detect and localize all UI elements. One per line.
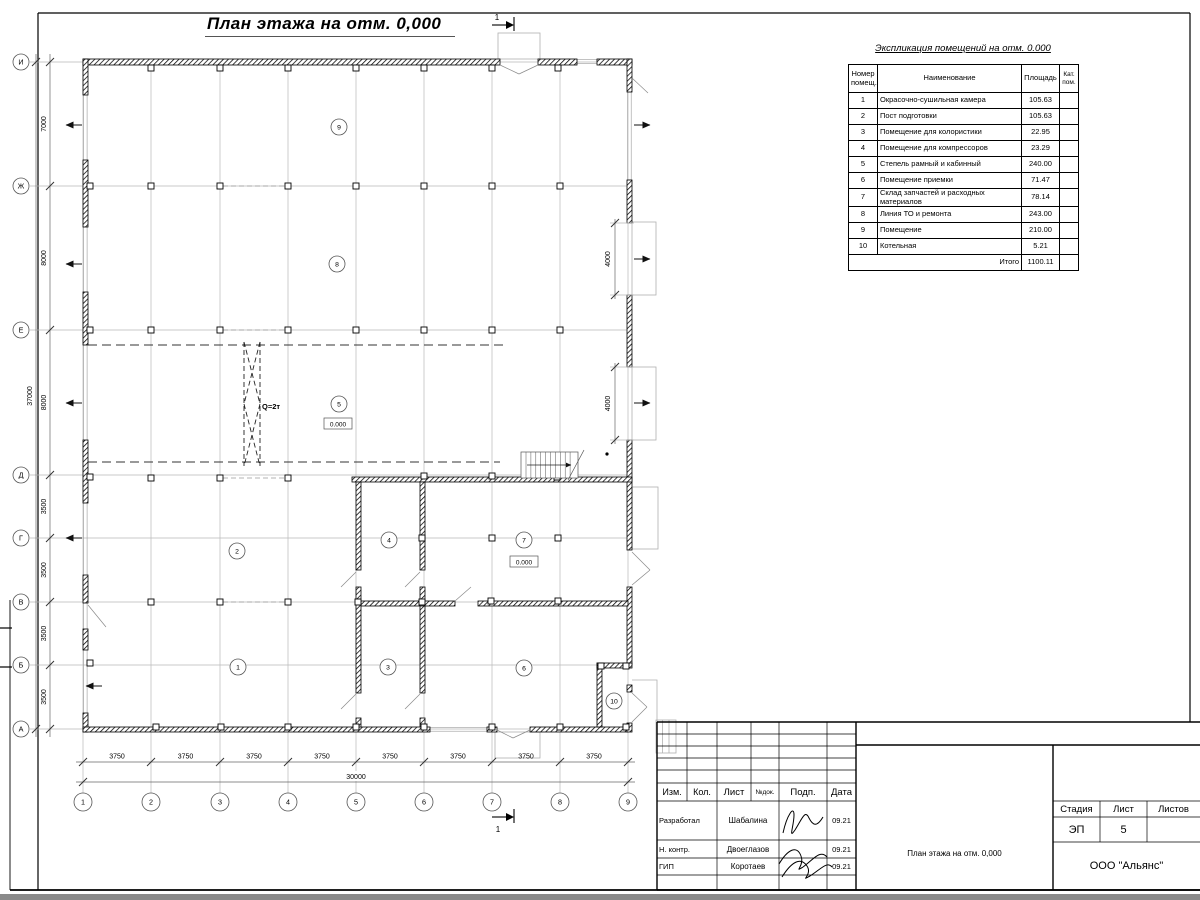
h-dim-label: 3750 [109,753,125,761]
sheets-label: Листов [1158,803,1189,815]
schedule-cell-cat [1060,109,1079,125]
col-axis-bubble-label: 1 [81,797,85,807]
schedule-cell-num: 5 [849,157,878,173]
h-dim-label: 3750 [246,753,262,761]
column-marker [87,327,93,333]
schedule-cell-area: 78.14 [1022,189,1060,207]
column-marker [353,183,359,189]
schedule-header-name: Наименование [878,65,1022,93]
section-mark-bottom [492,809,514,834]
room-number: 9 [337,124,341,132]
schedule-cell-name: Линия ТО и ремонта [878,207,1022,223]
schedule-cell-name: Котельная [878,239,1022,255]
col-axis-bubble-label: 7 [490,797,494,807]
schedule-cell-name: Помещение для колористики [878,125,1022,141]
row-axis-bubble-label: Г [19,533,23,543]
titleblock-date: 09.21 [832,844,851,854]
titleblock-col-header: Изм. [662,787,682,797]
window-band-top [577,60,597,64]
v-dim-label: 8000 [41,394,48,411]
column-marker [285,65,291,71]
column-marker [148,327,154,333]
column-marker [87,660,93,666]
schedule-cell-area: 243.00 [1022,207,1060,223]
signatures [779,811,832,878]
col-axis-bubble-label: 3 [218,797,222,807]
column-marker [285,327,291,333]
h-dim-label: 3750 [518,753,534,761]
h-dim-label: 3750 [314,753,330,761]
column-marker [355,599,361,605]
column-marker [555,535,561,541]
column-marker [217,183,223,189]
schedule-cell-cat [1060,239,1079,255]
schedule-cell-name: Помещение для компрессоров [878,141,1022,157]
window-band-bottom [430,728,487,732]
section-mark-top [492,13,514,31]
h-total-dim: 30000 [346,774,366,781]
column-marker [489,65,495,71]
v-dim-label: 3500 [41,625,48,642]
v-dim-label: 3500 [41,562,48,578]
stairs [521,450,584,480]
vestibule-top [498,33,540,59]
column-marker [217,475,223,481]
schedule-cell-num: 9 [849,223,878,239]
column-marker [419,535,425,541]
column-marker [557,724,563,730]
exterior-features [84,33,677,758]
stage-label: Стадия [1060,803,1093,815]
schedule-cell-area: 22.95 [1022,125,1060,141]
schedule-row [849,125,1079,141]
schedule-row [849,207,1079,223]
schedule-row [849,141,1079,157]
v-dim-label: 8000 [41,250,48,266]
column-marker [421,473,427,479]
exterior-steps [656,720,676,753]
room-number: 10 [610,698,618,706]
col-axis-bubble-label: 9 [626,797,630,807]
titleblock-col-header: Лист [723,786,745,798]
column-marker [148,475,154,481]
schedule-cell-cat [1060,93,1079,109]
row-axis-bubble-label: Б [18,660,24,670]
v-dim-label: 3500 [41,689,48,705]
column-marker [285,724,291,730]
titleblock-col-header: Кол. [693,787,711,797]
schedule-cell-num: 3 [849,125,878,141]
schedule-cell-area: 23.29 [1022,141,1060,157]
schedule-cell-name: Помещение [878,223,1022,239]
row-axis-bubble-label: И [18,57,24,67]
column-marker [217,599,223,605]
sheet-cut-edge [0,894,1200,900]
room-number: 5 [337,401,341,409]
schedule-cell-num: 7 [849,189,878,207]
section-number: 1 [495,825,501,834]
column-marker [488,598,494,604]
schedule-header-area: Площадь [1022,65,1060,93]
column-marker [148,599,154,605]
room-schedule-table [848,64,1079,271]
col-axis-bubble-label: 5 [354,797,358,807]
column-marker [285,475,291,481]
schedule-cell-num: 10 [849,239,878,255]
schedule-cell-area: 240.00 [1022,157,1060,173]
column-marker [353,65,359,71]
schedule-row [849,109,1079,125]
schedule-row [849,157,1079,173]
schedule-cell-cat [1060,157,1079,173]
titleblock-role: Н. контр. [659,844,690,854]
stage-value: ЭП [1068,823,1085,836]
room-number: 1 [236,664,240,672]
schedule-cell-name: Пост подготовки [878,109,1022,125]
schedule-cell-cat [1060,223,1079,239]
column-marker [557,327,563,333]
v-dim-label: 7000 [41,116,48,132]
col-axis-bubble-label: 8 [558,797,562,807]
row-axis-bubble-label: Е [18,325,24,335]
column-marker [489,724,495,730]
column-marker [285,599,291,605]
column-marker [353,724,359,730]
column-marker [353,327,359,333]
schedule-cell-cat [1060,141,1079,157]
h-dim-label: 3750 [586,753,602,761]
column-marker [555,598,561,604]
row-axis-bubble-label: В [18,597,24,607]
schedule-total-row [849,255,1079,271]
reference-dot [605,452,608,455]
v-dim-label: 3500 [41,498,48,515]
titleblock-doc-title: План этажа на отм. 0,000 [907,848,1002,858]
column-marker [489,183,495,189]
titleblock-name: Двоеглазов [726,844,770,854]
h-dim-label: 3750 [177,753,194,761]
col-axis-bubble-label: 6 [422,797,426,807]
schedule-row [849,239,1079,255]
column-marker [555,65,561,71]
titleblock-name: Коротаев [730,862,766,871]
column-marker [489,535,495,541]
column-marker [623,663,629,669]
room-number: 8 [335,261,339,269]
schedule-cell-cat [1060,125,1079,141]
schedule-cell-num: 6 [849,173,878,189]
column-marker [421,327,427,333]
v-total-dim: 37000 [27,386,34,406]
schedule-header-cat: Кат. пом. [1060,65,1079,93]
company-name: ООО "Альянс" [1089,860,1164,872]
section-number: 1 [494,13,500,22]
schedule-cell-name: Помещение приемки [878,173,1022,189]
column-marker [148,183,154,189]
beam-dashed [223,186,285,602]
sheet-value: 5 [1120,823,1127,836]
room-number: 7 [522,537,526,545]
gate-leaf-3 [632,487,658,549]
room-number: 4 [387,537,391,545]
column-marker [421,724,427,730]
level-mark-value: 0.000 [515,559,533,567]
schedule-cell-name: Склад запчастей и расходных материалов [878,189,1022,207]
column-marker [421,65,427,71]
column-marker [218,724,224,730]
schedule-cell-area: 71.47 [1022,173,1060,189]
column-marker [489,473,495,479]
schedule-total-value: 1100.11 [1022,255,1060,271]
signature-shabalina [783,811,823,833]
crane-column-dashed [244,342,260,466]
schedule-row [849,223,1079,239]
walls [83,59,632,732]
row-axis-bubble-label: Д [18,470,24,480]
schedule-cell-num: 2 [849,109,878,125]
schedule-row [849,93,1079,109]
col-axis-bubble-label: 4 [286,797,290,807]
titleblock-col-header: №док. [755,788,775,796]
gate-dim-label: 4000 [605,395,612,412]
column-marker [419,599,425,605]
schedule-cell-cat [1060,173,1079,189]
column-marker [421,183,427,189]
titleblock-role: ГИП [659,862,674,871]
column-marker [623,724,629,730]
schedule-total-label: Итого [849,255,1022,271]
schedule-row [849,189,1079,207]
schedule-row [849,173,1079,189]
schedule-header-num: Номер помещ. [849,65,878,93]
schedule-title: Экспликация помещений на отм. 0.000 [875,43,1051,54]
column-marker [598,663,604,669]
schedule-cell-cat [1060,207,1079,223]
schedule-cell-name: Степель рамный и кабинный [878,157,1022,173]
column-marker [148,65,154,71]
column-marker [217,327,223,333]
schedule-cell-num: 1 [849,93,878,109]
titleblock-col-header: Подп. [790,786,816,798]
col-axis-bubble-label: 2 [149,797,153,807]
schedule-total-cat [1060,255,1079,271]
porch-outline [632,680,657,722]
h-dim-label: 3750 [382,753,398,761]
schedule-cell-num: 8 [849,207,878,223]
sheet-label: Лист [1113,803,1134,815]
h-dim-label: 3750 [450,753,466,761]
titleblock-date: 09.21 [832,816,851,825]
titleblock-name: Шабалина [728,816,768,825]
crane-capacity-label: Q=2т [262,402,281,411]
row-axis-bubble-label: Ж [17,181,25,191]
titleblock-date: 09.21 [832,862,851,871]
door-swings [88,65,650,738]
axis-bubbles [13,54,637,811]
column-marker [285,183,291,189]
column-marker [153,724,159,730]
column-marker [87,183,93,189]
schedule-cell-area: 5.21 [1022,239,1060,255]
schedule-cell-area: 105.63 [1022,109,1060,125]
column-marker [217,65,223,71]
column-marker [489,327,495,333]
titleblock-col-header: Дата [830,786,853,798]
schedule-cell-cat [1060,189,1079,207]
row-axis-bubble-label: А [18,724,24,734]
drawing-title: План этажа на отм. 0,000 [205,14,455,37]
room-number: 3 [386,664,390,672]
room-number: 2 [235,548,239,556]
level-mark-value: 0.000 [329,421,347,429]
room-number: 6 [522,665,526,673]
gate-dim-label: 4000 [605,251,612,267]
column-marker [87,474,93,480]
schedule-cell-area: 105.63 [1022,93,1060,109]
signature-dvoeglazov [779,850,827,869]
titleblock-role: Разработал [659,816,700,825]
schedule-cell-area: 210.00 [1022,223,1060,239]
schedule-cell-num: 4 [849,141,878,157]
column-marker [557,183,563,189]
schedule-cell-name: Окрасочно-сушильная камера [878,93,1022,109]
